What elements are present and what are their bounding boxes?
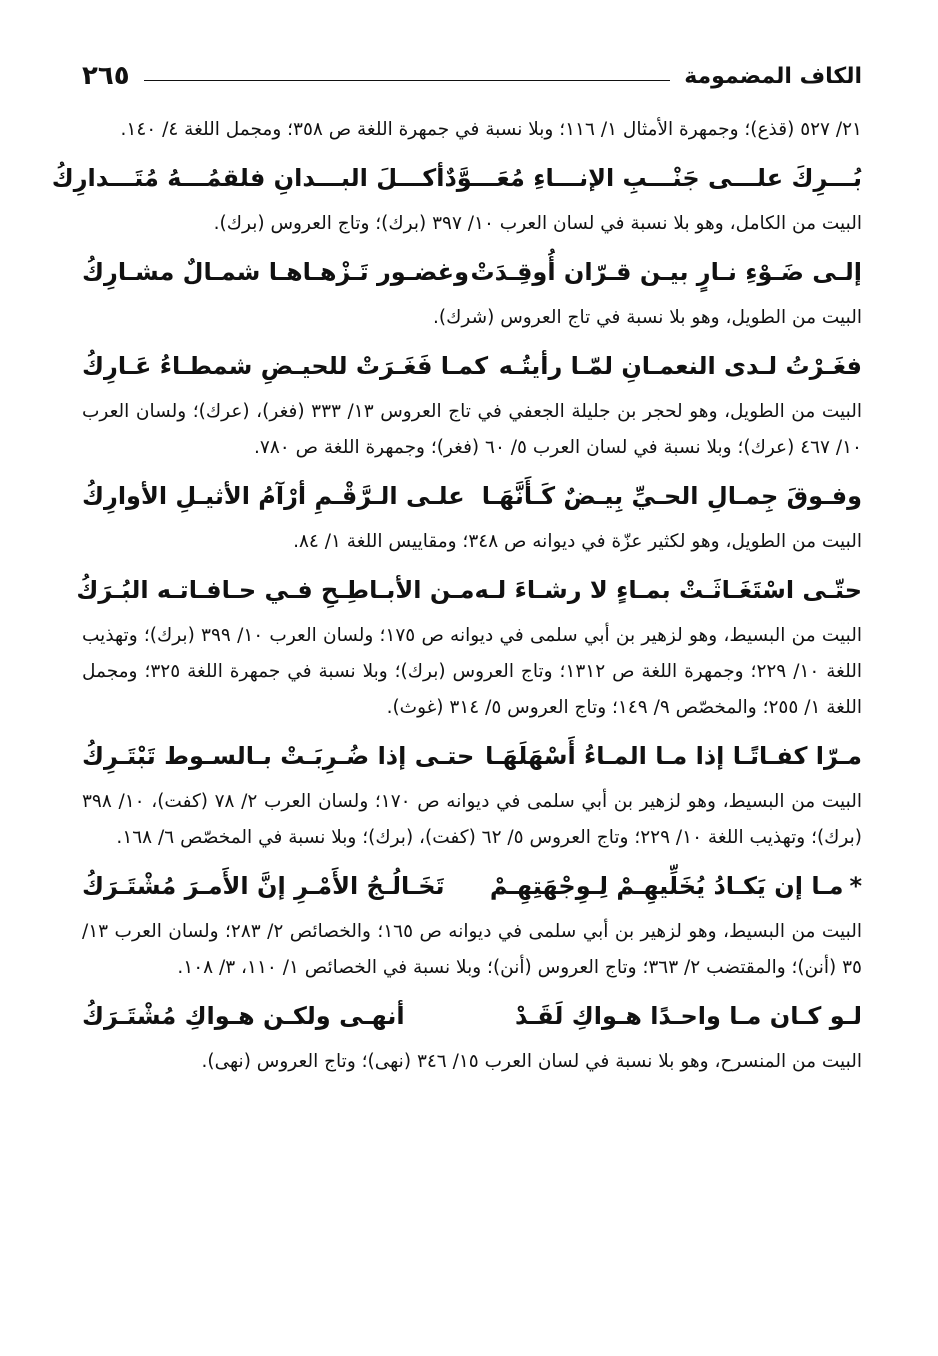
verse-first-hemistich: إلـى ضَـوْءِ نـارٍ بيـن قـرّان أُوقِـدَتْ	[470, 258, 862, 286]
running-header	[82, 56, 862, 96]
verse-line	[51, 152, 862, 204]
entry	[82, 990, 862, 1080]
verse-first-hemistich-text: مـا إن يَكـادُ يُخَلِّيهِـمْ لِـوِجْهَتِهِـمْ	[489, 872, 844, 900]
page-number: ٢٦٥	[82, 61, 130, 91]
verse-first-hemistich: لـو كـان مـا واحـدًا هـواكِ لَقَـدْ	[515, 1002, 862, 1030]
verse-line	[82, 470, 862, 522]
entry	[82, 730, 862, 856]
verse-note: البيت من البسيط، وهو لزهير بن أبي سلمى في ديوانه ص ١٦٥؛ والخصائص ٢/ ٢٨٣؛ ولسان العرب ١٣/ ٣٥ (أنن)؛ والمقتضب ٢/ ٣٦٣؛ وتاج العروس (أنن)؛ وبلا نسبة في الخصائص ١/ ١١٠، ٣/ ١٠٨.	[82, 921, 862, 978]
entry	[82, 340, 862, 466]
verse-first-hemistich: بُـــرِكَ علـــى جَنْـــبِ الإنـــاءِ مُعَـــوَّدٌ	[444, 164, 862, 192]
verse-line	[82, 340, 862, 392]
verse-line	[76, 564, 862, 616]
verse-note: البيت من الكامل، وهو بلا نسبة في لسان العرب ١٠/ ٣٩٧ (برك)؛ وتاج العروس (برك).	[213, 213, 862, 234]
verse-note: البيت من الطويل، وهو بلا نسبة في تاج العروس (شرك).	[433, 307, 862, 328]
verse-second-hemistich: كمـا فَغَـرَتْ للحيـضِ شمطـاءُ عَـارِكُ	[82, 352, 489, 380]
page-content	[51, 112, 863, 1080]
verse-note: البيت من الطويل، وهو لحجر بن جليلة الجعفي في تاج العروس ١٣/ ٣٣٣ (فغر)، (عرك)؛ ولسان العرب ١٠/ ٤٦٧ (عرك)؛ وبلا نسبة في لسان العرب ٥/ ٦٠ (فغر)؛ وجمهرة اللغة ص ٧٨٠.	[82, 401, 862, 458]
verse-line	[82, 860, 862, 912]
verse-second-hemistich: أكـــلَ البـــدانِ فلقمُـــهُ مُتَـــدارِكُ	[51, 164, 445, 192]
verse-note: البيت من الطويل، وهو لكثير عزّة في ديوانه ص ٣٤٨؛ ومقاييس اللغة ١/ ٨٤.	[293, 531, 862, 552]
verse-second-hemistich: مـن الأبـاطِـحِ فـي حـافـاتـه البُـرَكُ	[76, 576, 475, 604]
verse-second-hemistich: أنهـى ولكـن هـواكِ مُشْتَـرَكُ	[82, 1002, 405, 1030]
verse-line	[82, 730, 862, 782]
verse-note: البيت من المنسرح، وهو بلا نسبة في لسان العرب ١٥/ ٣٤٦ (نهى)؛ وتاج العروس (نهى).	[201, 1051, 862, 1072]
verse-second-hemistich: تَخَـالُـجُ الأَمْـرِ إنَّ الأَمـرَ مُشْتَـرَكُ	[82, 872, 445, 900]
chapter-title: الكاف المضمومة	[684, 63, 862, 89]
verse-first-hemistich: وفـوقَ جِمـالِ الحـيِّ بِيـضٌ كَـأَنَّهَـا	[481, 482, 862, 510]
verse-second-hemistich: علـى الـرَّقْـمِ أرْآمُ الأثيـلِ الأوارِكُ	[82, 482, 465, 510]
verse-note: البيت من البسيط، وهو لزهير بن أبي سلمى في ديوانه ص ١٧٥؛ ولسان العرب ١٠/ ٣٩٩ (برك)؛ وتهذيب اللغة ١٠/ ٢٢٩؛ وجمهرة اللغة ص ١٣١٢؛ وتاج العروس (برك)؛ وبلا نسبة في جمهرة اللغة ٣٢٥؛ ومجمل اللغة ١/ ٢٥٥؛ والمخصّص ٩/ ١٤٩؛ وتاج العروس ٥/ ٣١٤ (غوث).	[82, 625, 863, 718]
verse-second-hemistich: وغضـور تَـزْهـاهـا شمـالٌ مشـارِكُ	[82, 258, 469, 286]
verse-first-hemistich	[490, 872, 862, 900]
intro-note: ٢١/ ٥٢٧ (قذع)؛ وجمهرة الأمثال ١/ ١١٦؛ وبلا نسبة في جمهرة اللغة ص ٣٥٨؛ ومجمل اللغة ٤/ ١٤٠.	[120, 119, 862, 140]
entry	[76, 564, 863, 726]
verse-second-hemistich: حتـى إذا ضُـرِبَـتْ بـالسـوط تَبْتَـرِكُ	[82, 742, 475, 770]
verse-note: البيت من البسيط، وهو لزهير بن أبي سلمى في ديوانه ص ١٧٠؛ ولسان العرب ٢/ ٧٨ (كفت)، ١٠/ ٣٩٨ (برك)؛ وتهذيب اللغة ١٠/ ٢٢٩؛ وتاج العروس ٥/ ٦٢ (كفت)، (برك)؛ وبلا نسبة في المخصّص ٦/ ١٦٨.	[82, 791, 862, 848]
entry	[82, 246, 862, 336]
star-marker: *	[849, 872, 862, 900]
entry	[82, 860, 862, 986]
entry	[51, 152, 862, 242]
header-rule	[144, 80, 671, 81]
verse-first-hemistich: فغَـرْتُ لـدى النعمـانِ لمّـا رأيتُـه	[498, 352, 862, 380]
verse-line	[82, 246, 862, 298]
entry	[82, 470, 862, 560]
verse-first-hemistich: مـرّا كفـاتًـا إذا مـا المـاءُ أَسْهَلَهَـا	[485, 742, 862, 770]
verse-first-hemistich: حتّـى اسْتَغَـاثَـتْ بمـاءٍ لا رشـاءَ لـه	[474, 576, 862, 604]
verse-line	[82, 990, 862, 1042]
